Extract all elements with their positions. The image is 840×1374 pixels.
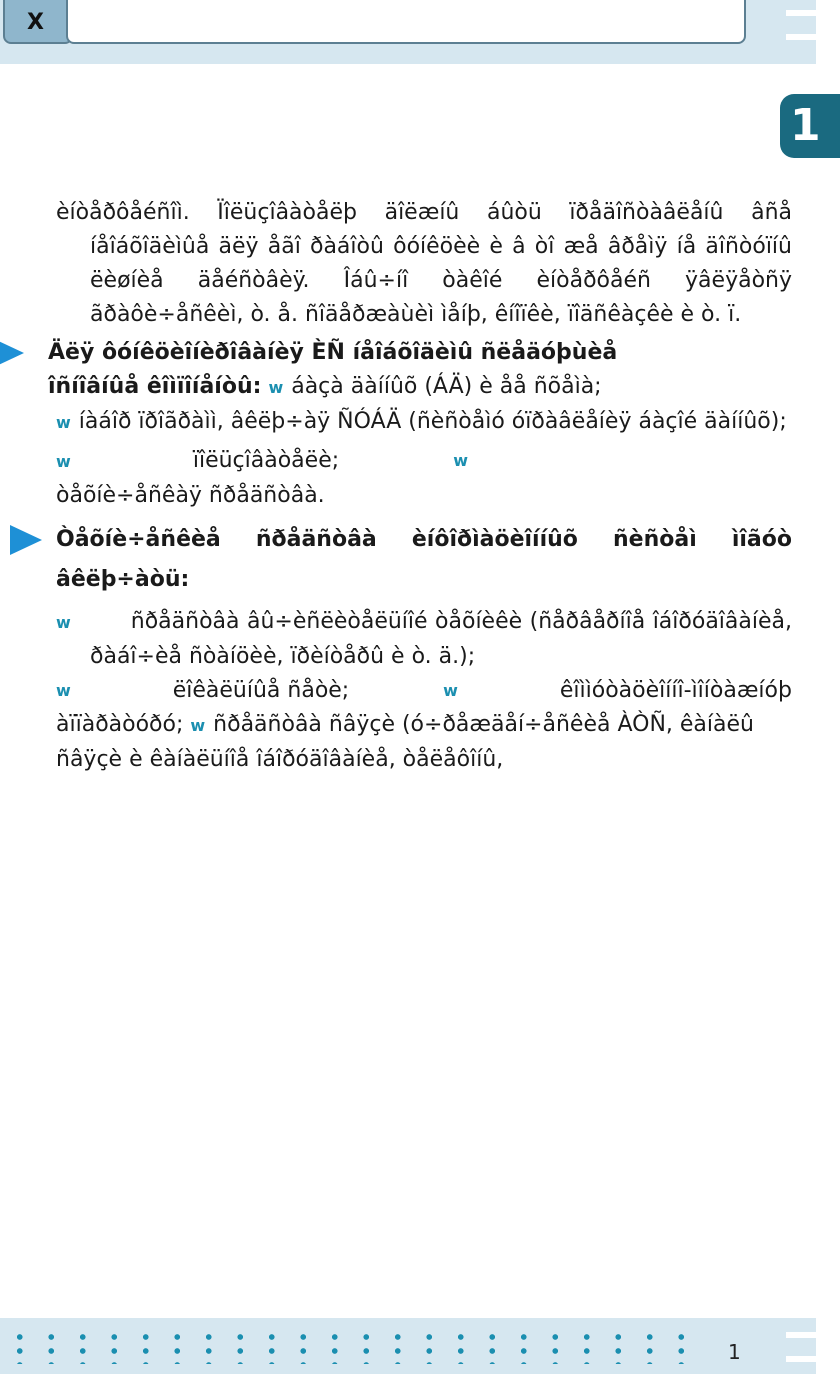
bullet-icon: w: [56, 413, 71, 432]
menu-line-icon: [786, 1332, 816, 1338]
list-item: [48, 370, 792, 405]
triangle-marker-icon: [10, 525, 42, 555]
bullet-icon: w: [453, 451, 468, 470]
page-number: 1: [728, 1340, 741, 1364]
triangle-marker-icon: [0, 338, 24, 368]
intro-paragraph: èíòåðôåéñîì. Ïîëüçîâàòåëþ äîëæíû áûòü ïðåäîñòàâëåíû âñå íåîáõîäèìûå äëÿ åãî ðàáîòû ôóíêöèè è â òî æå âðåìÿ íå äîñòóïíû ëèøíèå äåéñòâèÿ. Îáû÷íî òàêîé èíòåðôåéñ ÿâëÿåòñÿ ãðàôè÷åñêèì, ò. å. ñîäåðæàùèì ìåíþ, êíîïêè, ïîäñêàçêè è ò. ï.: [56, 200, 792, 327]
list-item-text: íàáîð ïðîãðàìì, âêëþ÷àÿ ÑÓÁÄ (ñèñòåìó óïðàâëåíèÿ áàçîé äàííûõ);: [78, 409, 787, 434]
bottom-bar: [0, 1318, 816, 1374]
address-field[interactable]: [66, 0, 746, 44]
list-item: [56, 674, 792, 708]
list-item-text: áàçà äàííûõ (ÁÄ) è åå ñõåìà;: [291, 374, 602, 399]
bullet-icon: w: [268, 378, 284, 397]
heading-text: âêëþ÷àòü:: [56, 567, 190, 592]
heading-text: îñíîâíûå êîìïîíåíòû:: [48, 374, 262, 399]
bullet-icon: w: [56, 613, 71, 632]
chapter-number: 1: [790, 100, 821, 151]
list-item: [56, 444, 476, 479]
list-item-text: àïïàðàòóðó;: [56, 712, 184, 737]
list-item-text: êîììóòàöèîííî-ìîíòàæíóþ: [559, 678, 792, 703]
section-heading: [48, 336, 792, 370]
bullet-icon: w: [56, 452, 71, 471]
menu-line-icon: [786, 10, 816, 16]
menu-line-icon: [786, 1356, 816, 1362]
chapter-tab: [780, 94, 840, 158]
list-item-text: ïîëüçîâàòåëè;: [192, 448, 340, 473]
page-content: [48, 196, 792, 777]
heading-text: Òåõíè÷åñêèå ñðåäñòâà èíôîðìàöèîííûõ ñèñòåì ìîãóò: [56, 527, 792, 552]
list-item-text: ñðåäñòâà âû÷èñëèòåëüíîé òåõíèêè (ñåðâåðíîå îáîðóäîâàíèå, ðàáî÷èå ñòàíöèè, ïðèíòåðû è ò. ä.);: [90, 609, 792, 669]
top-toolbar: [0, 0, 816, 64]
list-item-text: ëîêàëüíûå ñåòè;: [172, 678, 350, 703]
dots-decoration: [4, 1330, 694, 1364]
close-icon: X: [27, 10, 44, 35]
list-item: [56, 405, 792, 440]
close-button[interactable]: [3, 0, 73, 44]
bullet-icon: w: [443, 681, 458, 700]
list-item: [56, 605, 792, 674]
list-item-text: ñðåäñòâà ñâÿçè (ó÷ðåæäåí÷åñêèå ÀÒÑ, êàíàëû ñâÿçè è êàíàëüíîå îáîðóäîâàíèå, òåëåôîíû,: [56, 712, 754, 772]
bullet-icon: w: [56, 681, 71, 700]
list-item: [56, 708, 792, 777]
menu-line-icon: [786, 34, 816, 40]
section-heading: [56, 523, 792, 557]
heading-text: Äëÿ ôóíêöèîíèðîâàíèÿ ÈÑ íåîáõîäèìû ñëåäóþùèå: [48, 340, 618, 365]
bullet-icon: w: [190, 716, 206, 735]
list-item-text: òåõíè÷åñêàÿ ñðåäñòâà.: [56, 483, 325, 508]
